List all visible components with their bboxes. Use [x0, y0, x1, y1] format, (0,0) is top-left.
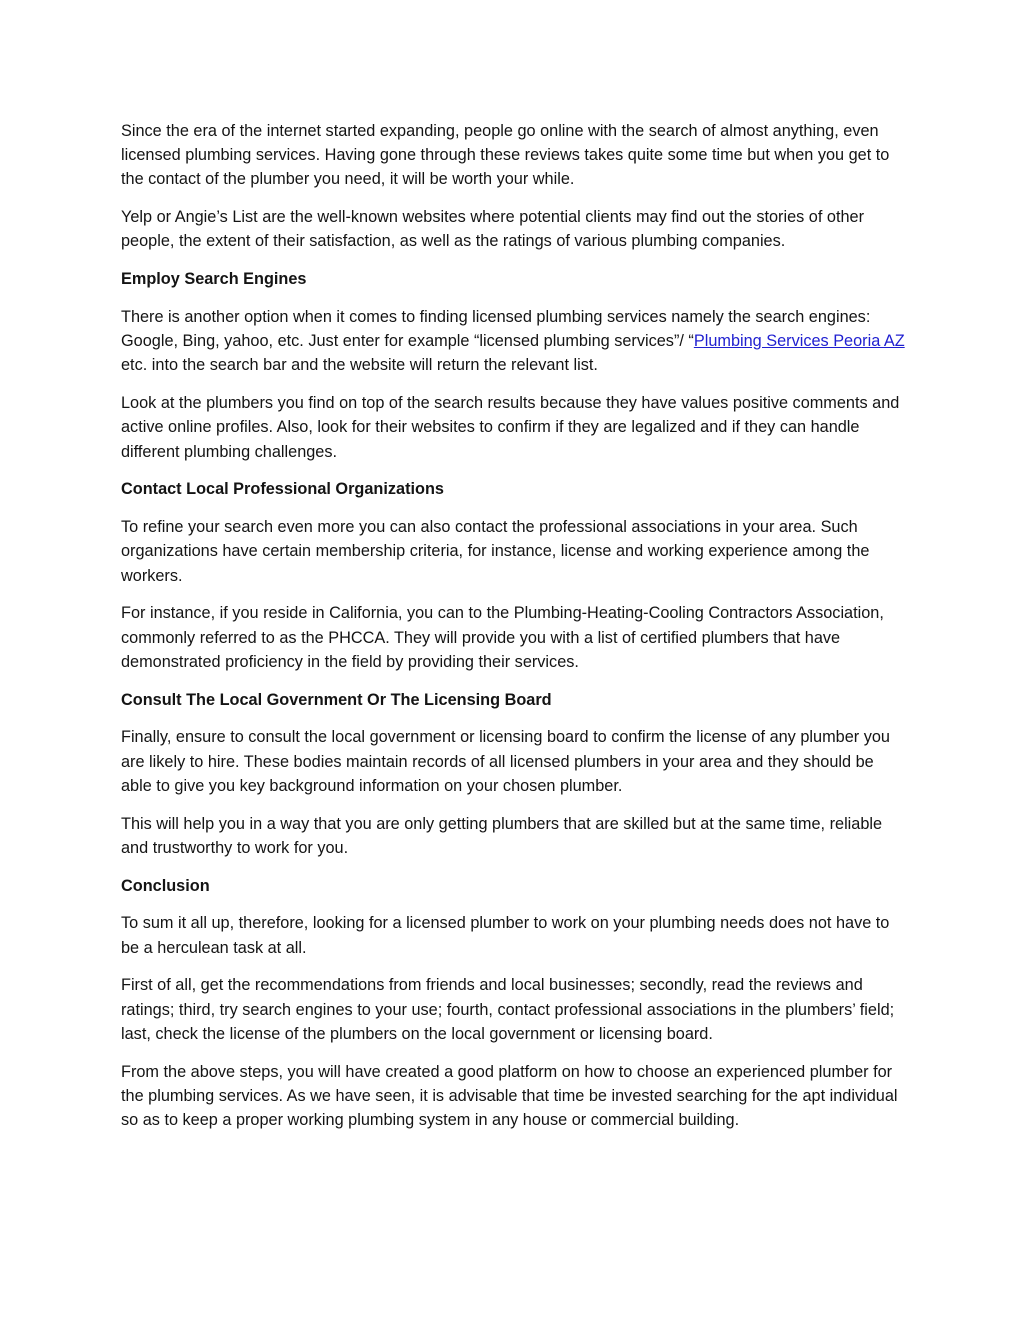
paragraph-refine-search: To refine your search even more you can also contact the professional associations in your area. Such organizations have certain membership criteria, for instance, license and working experience among the workers. — [121, 518, 870, 585]
heading-conclusion: Conclusion — [121, 876, 210, 895]
paragraph-closing: From the above steps, you will have created a good platform on how to choose an experienced plumber for the plumbing services. As we have seen, it is advisable that time be invested searching for the apt individual so as to keep a proper working plumbing system in any house or commercial building. — [121, 1062, 898, 1130]
paragraph-search-engines-text-after: etc. into the search bar and the website will return the relevant list. — [121, 356, 598, 375]
heading-employ-search-engines: Employ Search Engines — [121, 270, 307, 289]
paragraph-review-sites: Yelp or Angie’s List are the well-known websites where potential clients may find out the stories of other people, the extent of their satisfaction, as well as the ratings of various plumbing companies. — [121, 208, 865, 251]
paragraph-search-engines-text-before: There is another option when it comes to finding licensed plumbing services namely the search engines: Google, Bing, yahoo, etc. Just enter for example “licensed plumbing services”/ “ — [121, 308, 871, 351]
document-body — [121, 119, 907, 1146]
paragraph-phcca: For instance, if you reside in California, you can to the Plumbing-Heating-Cooling Contractors Association, commonly referred to as the PHCCA. They will provide you with a list of certified plumbers that have demonstrated proficiency in the field by providing their services. — [121, 604, 884, 671]
plumbing-services-peoria-link[interactable]: Plumbing Services Peoria AZ — [693, 332, 905, 351]
paragraph-licensing-board: Finally, ensure to consult the local government or licensing board to confirm the license of any plumber you are likely to hire. These bodies maintain records of all licensed plumbers in your area and they should be able to give you key background information on your chosen plumber. — [121, 728, 890, 795]
paragraph-search-engines — [121, 305, 907, 378]
paragraph-top-results: Look at the plumbers you find on top of the search results because they have values positive comments and active online profiles. Also, look for their websites to confirm if they are legalized and if they can handle different plumbing challenges. — [121, 394, 900, 461]
heading-consult-government: Consult The Local Government Or The Licensing Board — [121, 690, 552, 709]
paragraph-steps-summary: First of all, get the recommendations from friends and local businesses; secondly, read the reviews and ratings; third, try search engines to your use; fourth, contact professional associations in the plumbers’ field; last, check the license of the plumbers on the local government or licensing board. — [121, 976, 895, 1043]
heading-contact-organizations: Contact Local Professional Organizations — [121, 480, 444, 499]
paragraph-sum-up: To sum it all up, therefore, looking for a licensed plumber to work on your plumbing needs does not have to be a herculean task at all. — [121, 914, 890, 957]
paragraph-intro: Since the era of the internet started expanding, people go online with the search of almost anything, even licensed plumbing services. Having gone through these reviews takes quite some time but when you get to the contact of the plumber you need, it will be worth your while. — [121, 122, 890, 189]
paragraph-skilled-plumbers: This will help you in a way that you are only getting plumbers that are skilled but at the same time, reliable and trustworthy to work for you. — [121, 814, 883, 857]
